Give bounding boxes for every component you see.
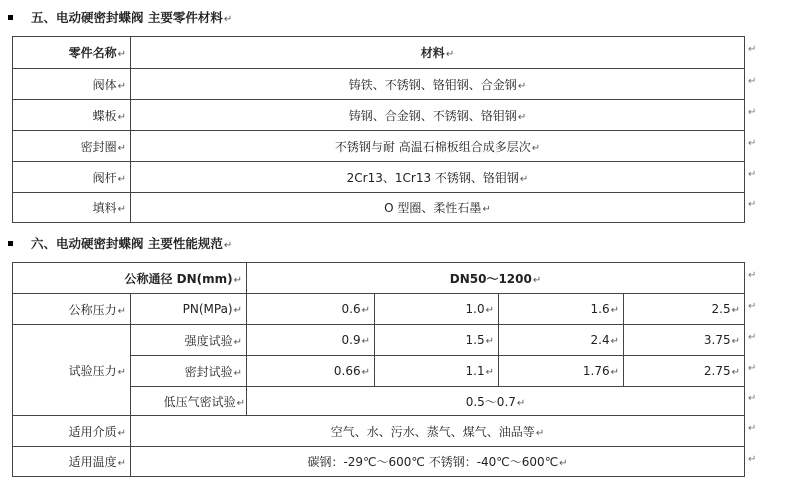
header-material: 材料↵ [131, 37, 745, 69]
media-label: 适用介质↵ [13, 416, 131, 447]
seal-value: 2.75↵ [624, 356, 745, 387]
pn-label: PN(MPa)↵ [131, 294, 247, 325]
row-end-mark-icon: ↵ [748, 76, 757, 87]
strength-value: 3.75↵ [624, 325, 745, 356]
section1-title: 五、电动硬密封蝶阀 主要零件材料 [31, 10, 223, 25]
pn-value: 2.5↵ [624, 294, 745, 325]
seal-test-label: 密封试验↵ [131, 356, 247, 387]
nominal-diameter-row [13, 263, 745, 294]
table-row [13, 131, 745, 162]
part-cell: 蝶板↵ [13, 100, 131, 131]
row-end-mark-icon: ↵ [748, 107, 757, 118]
temperature-value: 碳钢：-29℃～600℃ 不锈钢：-40℃～600℃↵ [131, 447, 745, 477]
media-value: 空气、水、污水、蒸气、煤气、油品等↵ [131, 416, 745, 447]
table-header-row [13, 37, 745, 69]
strength-test-row [13, 325, 745, 356]
section1-heading [8, 8, 232, 26]
material-cell: 2Cr13、1Cr13 不锈钢、铬钼钢↵ [131, 162, 745, 193]
part-cell: 阀体↵ [13, 69, 131, 100]
parts-materials-table [12, 36, 745, 223]
media-row [13, 416, 745, 447]
paragraph-mark-icon: ↵ [223, 14, 233, 25]
row-end-mark-icon: ↵ [748, 169, 757, 180]
row-end-mark-icon: ↵ [748, 270, 757, 281]
pn-value: 0.6↵ [247, 294, 375, 325]
material-cell: 铸钢、合金钢、不锈钢、铬钼钢↵ [131, 100, 745, 131]
low-pressure-test-label: 低压气密试验↵ [131, 387, 247, 416]
row-end-mark-icon: ↵ [748, 138, 757, 149]
row-end-mark-icon: ↵ [748, 393, 757, 404]
pn-value: 1.0↵ [375, 294, 499, 325]
row-end-mark-icon: ↵ [748, 44, 757, 55]
temperature-label: 适用温度↵ [13, 447, 131, 477]
nominal-diameter-value: DN50～1200↵ [247, 263, 745, 294]
material-cell: 不锈钢与耐 高温石棉板组合成多层次↵ [131, 131, 745, 162]
seal-value: 1.76↵ [499, 356, 624, 387]
bullet-icon [8, 241, 13, 246]
row-end-mark-icon: ↵ [748, 454, 757, 465]
strength-value: 1.5↵ [375, 325, 499, 356]
row-end-mark-icon: ↵ [748, 332, 757, 343]
seal-value: 0.66↵ [247, 356, 375, 387]
strength-value: 2.4↵ [499, 325, 624, 356]
material-cell: 铸铁、不锈钢、铬钼钢、合金钢↵ [131, 69, 745, 100]
temperature-row [13, 447, 745, 477]
part-cell: 密封圈↵ [13, 131, 131, 162]
material-cell: O 型圈、柔性石墨↵ [131, 193, 745, 223]
row-end-mark-icon: ↵ [748, 199, 757, 210]
low-pressure-test-value: 0.5～0.7↵ [247, 387, 745, 416]
table-row [13, 69, 745, 100]
table-row [13, 162, 745, 193]
part-cell: 阀杆↵ [13, 162, 131, 193]
header-part-name: 零件名称↵ [13, 37, 131, 69]
seal-value: 1.1↵ [375, 356, 499, 387]
row-end-mark-icon: ↵ [748, 423, 757, 434]
strength-test-label: 强度试验↵ [131, 325, 247, 356]
nominal-pressure-label: 公称压力↵ [13, 294, 131, 325]
nominal-diameter-label: 公称通径 DN(mm)↵ [13, 263, 247, 294]
pn-value: 1.6↵ [499, 294, 624, 325]
bullet-icon [8, 15, 13, 20]
table-row [13, 100, 745, 131]
part-cell: 填料↵ [13, 193, 131, 223]
row-end-mark-icon: ↵ [748, 301, 757, 312]
nominal-pressure-row [13, 294, 745, 325]
row-end-mark-icon: ↵ [748, 363, 757, 374]
table-row [13, 193, 745, 223]
paragraph-mark-icon: ↵ [223, 240, 233, 251]
test-pressure-label: 试验压力↵ [13, 325, 131, 416]
section2-heading [8, 234, 232, 252]
strength-value: 0.9↵ [247, 325, 375, 356]
performance-spec-table [12, 262, 745, 477]
section2-title: 六、电动硬密封蝶阀 主要性能规范 [31, 236, 223, 251]
